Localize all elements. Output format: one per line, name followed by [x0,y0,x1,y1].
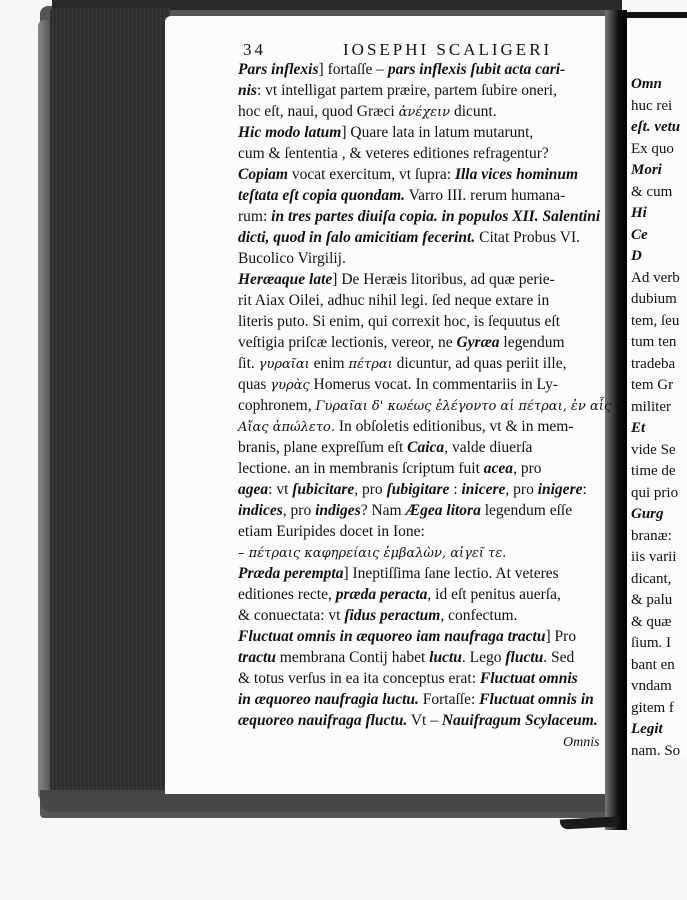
gutter-binding [605,10,627,830]
roman-text: ] Ineptiſſima ſane lectio. At veteres [343,565,559,582]
right-page-line: ſium. I [631,635,671,651]
roman-text: In obſoletis editionibus, vt & in mem- [334,418,574,435]
italic-text: inigere [537,481,583,498]
italic-text: Nauifragum Scylaceum. [441,712,598,729]
right-page-line: & quæ [631,613,672,630]
italic-text: tractu [238,649,276,666]
roman-text: Vt – [407,712,442,729]
roman-text: legendum [499,334,565,351]
roman-text: hoc eſt, naui, quod Græci [238,103,399,120]
right-page-line: militer [631,398,671,415]
text-line [238,522,425,542]
text-line [238,228,580,248]
text-line [238,270,555,290]
roman-text: ? Nam [360,502,406,519]
text-line [238,186,565,206]
roman-text: Fortaſſe: [418,691,480,708]
roman-text: cophronem, [238,397,316,414]
right-page-line: eſt. vetu [631,119,681,135]
text-line [238,564,559,584]
right-page-line: iis varii [631,549,677,565]
italic-text: Illa vices hominum [454,166,579,183]
italic-text: teſtata eſt copia quondam. [238,187,406,204]
text-line [238,459,541,479]
right-page-line: Omn [631,76,662,92]
italic-text: Ægea litora [405,502,481,519]
italic-text: indiges [315,502,361,519]
italic-text: æquoreo nauifraga fluctu. [238,712,408,729]
right-page-line: vide Se [631,441,676,458]
page-header [243,40,603,62]
right-page-line: Ex quo [631,140,674,157]
italic-text: agea [238,481,269,498]
text-line [238,417,573,438]
text-line [238,480,587,500]
text-line [238,333,565,353]
right-page-line: gitem f [631,699,674,716]
roman-text: Citat Probus VI. [475,229,581,246]
right-page-line: huc rei [631,97,673,114]
text-line [238,690,594,710]
roman-text: : [582,481,587,498]
italic-text: luctu [429,649,462,666]
italic-text: in tres partes diuiſa copia. in populos XII. Salentini [271,208,601,225]
text-line [238,501,572,521]
roman-text: . Sed [543,649,575,666]
roman-text: ] Quare lata in latum mutarunt, [341,124,534,141]
roman-text: membrana Contij habet [275,649,430,666]
roman-text: Homerus vocat. In commentariis in Ly- [309,376,559,393]
roman-text: , pro [354,481,387,498]
fore-edge [50,8,170,808]
italic-text: Præda perempta [238,565,344,582]
right-page-line: dubium [631,291,677,307]
text-line [238,207,600,227]
italic-text: pars inflexis ſubit acta cari- [387,61,566,78]
text-line [238,354,566,375]
italic-text: Hic modo latum [238,124,342,141]
roman-text: Varro III. rerum humana- [405,187,566,204]
roman-text: : [449,481,462,498]
right-page-line: qui prio [631,484,679,501]
roman-text: & conuectata: vt [238,607,345,624]
greek-text: Αἴας ἀπώλετο. [238,420,335,435]
text-line [238,60,565,80]
text-line [238,102,497,123]
roman-text: , id eſt penitus auerſa, [427,586,561,603]
right-page-line: & palu [631,592,673,608]
roman-text: veſtigia priſcæ lectionis, vereor, ne [238,334,457,351]
greek-text: γυρὰς [270,378,310,393]
running-head: IOSEPHI SCALIGERI [343,40,553,59]
greek-text: Γυραῖαι δ' κωέως ἐλέγοντο αἱ πέτραι, ἐν αἷς ὁ [315,399,624,414]
roman-text: dicuntur, ad quas periit ille, [392,355,567,372]
right-page-line: Et [631,420,646,436]
text-line [238,249,346,269]
italic-text: fluctu [505,649,544,666]
roman-text: Bucolico Virgilij. [238,250,346,267]
right-page [622,18,687,758]
text-line [238,627,576,647]
roman-text: : vt intelligat partem præire, partem ſubire oneri, [256,82,557,99]
text-line [238,396,623,417]
italic-text: Caica [407,439,445,456]
text-line [238,144,549,164]
italic-text: præda peracta [335,586,428,603]
italic-text: in æquoreo naufragia luctu. [238,691,419,708]
right-page-line: dicant, [631,570,672,587]
right-page-line: & cum [631,183,673,200]
roman-text: lectione. an in membranis ſcriptum fuit [238,460,484,477]
roman-text: : vt [268,481,293,498]
roman-text: legendum eſſe [480,502,573,519]
right-page-line: D [631,248,642,264]
italic-text: nis [238,82,257,99]
roman-text: ſit. [238,355,259,372]
page-number: 34 [243,40,266,59]
text-line [238,585,561,605]
roman-text: & totus verſus in ea ita conceptus erat: [238,670,480,687]
roman-text: cum & ſententia , & veteres editiones refragentur? [238,145,549,162]
right-page-line: tem Gr [631,377,674,393]
right-page-line: Hi [631,205,647,221]
text-line [238,438,532,458]
roman-text: etiam Euripides docet in Ione: [238,523,425,540]
italic-text: ſidus peractum [344,607,441,624]
greek-text: ἀνέχειν [398,105,451,120]
italic-text: ſubicitare [292,481,355,498]
roman-text: . Lego [461,649,506,666]
text-line [238,543,506,564]
roman-text: rum: [238,208,272,225]
text-line [238,165,578,185]
roman-text: dicunt. [450,103,497,120]
text-line [238,312,560,332]
roman-text: ] Pro [545,628,577,645]
italic-text: Heræaque late [238,271,333,288]
italic-text: Fluctuat omnis in [479,691,594,708]
italic-text: acea [483,460,514,477]
right-page-line: time de [631,463,676,479]
italic-text: dicti, quod in ſalo amicitiam fecerint. [238,229,476,246]
right-page-line: Ad verb [631,269,680,286]
right-page-line: nam. So [631,742,681,758]
italic-text: inicere [461,481,506,498]
roman-text: enim [309,355,349,372]
roman-text: , pro [282,502,316,519]
greek-text: γυραῖαι [258,357,310,372]
catchword: Omnis [563,735,600,750]
right-page-line: tem, ſeu [631,312,680,329]
roman-text: , confectum. [440,607,518,624]
right-page-line: Legit [631,721,663,737]
right-page-line: tum ten [631,334,677,350]
roman-text: ] fortaſſe – [318,61,388,78]
right-page-line: branæ: [631,527,672,544]
roman-text: , pro [505,481,538,498]
roman-text: , valde diuerſa [444,439,533,456]
roman-text: ] De Heræis litoribus, ad quæ perie- [332,271,555,288]
roman-text: , pro [513,460,542,477]
text-line [238,606,517,626]
text-line [238,81,557,101]
roman-text: vocat exercitum, vt ſupra: [287,166,455,183]
right-page-line: Gurg [631,506,664,522]
text-line [238,669,578,689]
text-line [238,375,558,396]
roman-text: quas [238,376,271,393]
italic-text: Gyræa [456,334,500,351]
roman-text: literis puto. Si enim, qui correxit hoc, is ſequutus eſt [238,313,561,330]
right-page-line: bant en [631,656,675,673]
italic-text: Pars inflexis [238,61,319,78]
roman-text: editiones recte, [238,586,336,603]
italic-text: ſubigitare [386,481,450,498]
italic-text: Fluctuat omnis in æquoreo iam naufraga tractu [238,628,546,645]
right-page-line: Ce [631,226,648,243]
greek-text: – πέτραις καφηρείαις ἐμβαλὼν, αἰγεῖ τε. [238,546,507,561]
italic-text: Fluctuat omnis [479,670,578,687]
right-page-line: vndam [631,678,672,694]
text-line [238,291,549,311]
roman-text: rit Aiax Oilei, adhuc nihil legi. ſed neque extare in [238,292,550,309]
right-page-line: tradeba [631,355,676,372]
greek-text: πέτραι [348,357,393,372]
text-line [238,123,533,143]
italic-text: Copiam [238,166,288,183]
right-page-line: Mori [631,162,662,178]
text-line [238,648,574,668]
roman-text: branis, plane expreſſum eſt [238,439,408,456]
italic-text: indices [238,502,283,519]
text-line [238,711,598,731]
